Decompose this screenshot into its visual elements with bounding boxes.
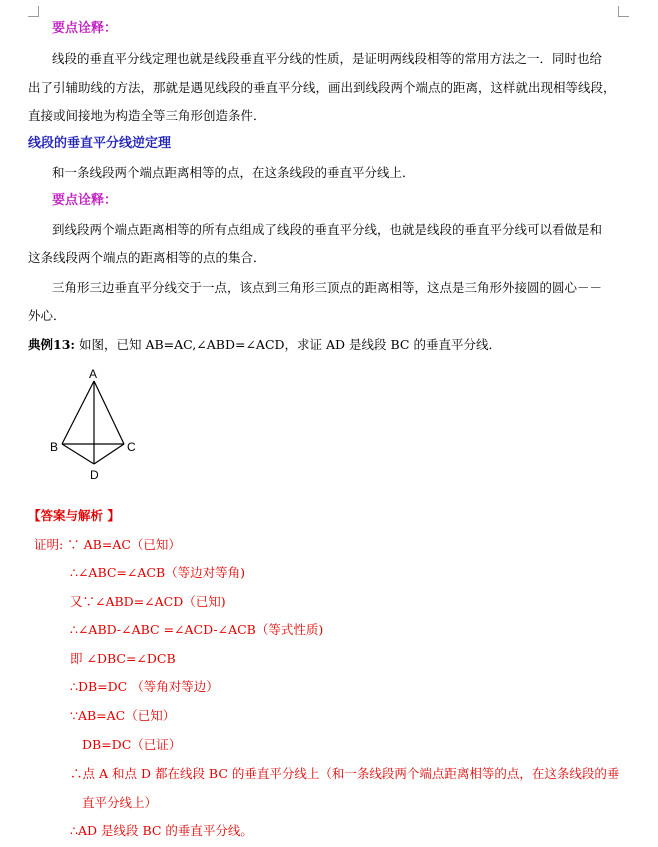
paragraph-line: 三角形三边垂直平分线交于一点，该点到三角形三顶点的距离相等，这点是三角形外接圆的圆心－－	[52, 280, 603, 295]
proof-line: ∴∠ABC=∠ACB（等边对等角)	[70, 565, 246, 580]
proof-line: ∴点 A 和点 D 都在线段 BC 的垂直平分线上（和一条线段两个端点距离相等的点，在这条线段的垂	[70, 766, 620, 781]
proof-line: 证明: ∵ AB=AC（已知）	[34, 537, 181, 552]
paragraph-line: 直接或间接地为构造全等三角形创造条件．	[28, 108, 266, 123]
key-points-heading-1: 要点诠释：	[52, 21, 118, 36]
corner-mark-top-right	[618, 6, 629, 17]
corner-mark-top-left	[28, 6, 39, 17]
segment-bd	[62, 444, 94, 464]
example-text: 如图，已知 AB=AC,∠ABD=∠ACD，求证 AD 是线段 BC 的垂直平分线．	[75, 337, 501, 352]
converse-theorem-title: 线段的垂直平分线逆定理	[28, 136, 172, 151]
example-problem	[28, 336, 501, 354]
answer-heading: 【答案与解析 】	[28, 508, 120, 523]
paragraph-line: 线段的垂直平分线定理也就是线段垂直平分线的性质，是证明两线段相等的常用方法之一．同时也给	[52, 51, 603, 66]
paragraph-line: 外心．	[28, 308, 66, 323]
key-points-heading-2: 要点诠释：	[52, 193, 118, 208]
theorem-statement: 和一条线段两个端点距离相等的点，在这条线段的垂直平分线上．	[52, 165, 415, 180]
proof-line: 直平分线上）	[82, 795, 158, 810]
label-a: A	[89, 367, 98, 381]
proof-line: ∴DB=DC （等角对等边）	[70, 679, 219, 694]
paragraph-line: 到线段两个端点距离相等的所有点组成了线段的垂直平分线，也就是线段的垂直平分线可以看做是和	[52, 222, 603, 237]
proof-line: ∵AB=AC（已知）	[70, 708, 176, 723]
label-b: B	[50, 440, 59, 454]
segment-ac	[94, 381, 124, 444]
label-d: D	[90, 468, 99, 482]
proof-line: 又∵∠ABD=∠ACD（已知)	[70, 594, 226, 609]
proof-line: ∴∠ABD-∠ABC =∠ACD-∠ACB（等式性质)	[70, 622, 324, 637]
geometry-figure	[40, 366, 150, 482]
proof-line: DB=DC（已证）	[82, 737, 182, 752]
paragraph-line: 出了引辅助线的方法，那就是遇见线段的垂直平分线，画出到线段两个端点的距离，这样就出现相等线段，	[28, 80, 616, 95]
segment-cd	[94, 444, 124, 464]
label-c: C	[127, 440, 136, 454]
proof-line: 即 ∠DBC=∠DCB	[70, 651, 176, 666]
paragraph-line: 这条线段两个端点的距离相等的点的集合．	[28, 250, 266, 265]
example-label: 典例13:	[28, 337, 76, 352]
proof-line: ∴AD 是线段 BC 的垂直平分线。	[70, 823, 253, 838]
segment-ab	[62, 381, 94, 444]
